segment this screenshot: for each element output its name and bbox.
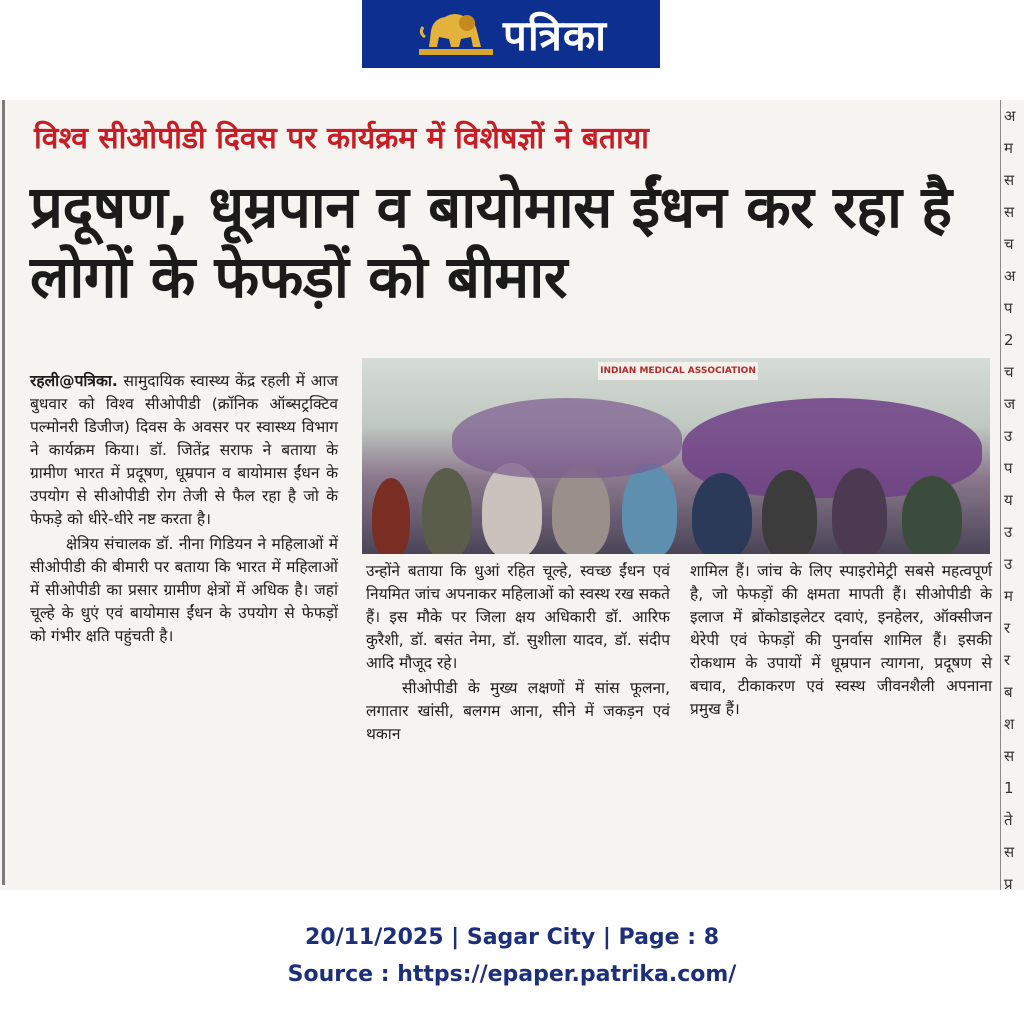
article-kicker: विश्व सीओपीडी दिवस पर कार्यक्रम में विशेषज्ञों ने बताया <box>34 121 649 156</box>
adjacent-article-glyph: उ <box>1004 427 1013 445</box>
column-1-paragraph-1: सामुदायिक स्वास्थ्य केंद्र रहली में आज बुधवार को विश्व सीओपीडी (क्रॉनिक ऑब्सट्रक्टिव पल्मोनरी डिजीज) दिवस के अवसर पर स्वास्थ्य विभाग ने कार्यक्रम किया। डॉ. जितेंद्र सराफ ने बताया के ग्रामीण भारत में प्रदूषण, धूम्रपान व बायोमास ईंधन के उपयोग से सीओपीडी रोग तेजी से फैल रहा है जो के फेफड़े को धीरे-धीरे नष्ट करता है। <box>30 372 338 528</box>
adjacent-article-glyph: च <box>1004 235 1014 253</box>
column-2-paragraph-2: सीओपीडी के मुख्य लक्षणों में सांस फूलना, लगातार खांसी, बलगम आना, सीने में जकड़न एवं थकान <box>366 679 670 743</box>
adjacent-article-glyph: प <box>1004 299 1013 317</box>
brand-name: पत्रिका <box>502 10 608 60</box>
article-headline: प्रदूषण, धूम्रपान व बायोमास ईंधन कर रहा है लोगों के फेफड़ों को बीमार <box>30 173 952 311</box>
adjacent-article-glyph: प <box>1004 459 1013 477</box>
column-2-paragraph-1: उन्होंने बताया कि धुआं रहित चूल्हे, स्वच्छ ईंधन एवं नियमित जांच अपनाकर महिलाओं को स्वस्थ रख सकते हैं। इस मौके पर जिला क्षय अधिकारी डॉ. आरिफ कुरैशी, डॉ. बसंत नेमा, डॉ. सुशीला यादव, डॉ. संदीप आदि मौजूद रहे। <box>366 562 670 672</box>
photo-banner: INDIAN MEDICAL ASSOCIATION <box>598 362 758 380</box>
adjacent-article-glyph: 2 <box>1004 331 1014 349</box>
adjacent-article-glyph: र <box>1004 619 1011 637</box>
clipping-edge <box>2 100 5 885</box>
adjacent-article-strip <box>1000 100 1024 890</box>
dateline: रहली@पत्रिका. <box>30 372 118 390</box>
adjacent-article-glyph: अ <box>1004 107 1016 125</box>
masthead <box>362 0 660 68</box>
adjacent-article-glyph: स <box>1004 203 1015 221</box>
adjacent-article-glyph: स <box>1004 747 1015 765</box>
adjacent-article-glyph: म <box>1004 587 1013 605</box>
adjacent-article-glyph: उ <box>1004 523 1013 541</box>
column-3-paragraph-1: शामिल हैं। जांच के लिए स्पाइरोमेट्री सबसे महत्वपूर्ण है, जो फेफड़ों की क्षमता मापती हैं। सीओपीडी के इलाज में ब्रोंकोडाइलेटर दवाएं, इनहेलर, ऑक्सीजन थेरेपी एवं फेफड़ों की पुनर्वास शामिल हैं। इसकी रोकथाम के उपायों में धूम्रपान त्यागना, प्रदूषण से बचाव, टीकाकरण एवं स्वस्थ जीवनशैली अपनाना प्रमुख हैं। <box>690 562 992 718</box>
adjacent-article-glyph: प्र <box>1004 875 1013 890</box>
adjacent-article-glyph: श <box>1004 715 1015 733</box>
adjacent-article-glyph: ते <box>1004 811 1013 829</box>
article-column-1 <box>30 370 338 648</box>
footer-edition-info: 20/11/2025 | Sagar City | Page : 8 <box>304 925 720 950</box>
adjacent-article-glyph: स <box>1004 843 1015 861</box>
footer-source: Source : https://epaper.patrika.com/ <box>287 962 737 987</box>
adjacent-article-glyph: र <box>1004 651 1011 669</box>
article-column-2 <box>366 560 670 746</box>
adjacent-article-glyph: ब <box>1004 683 1013 701</box>
adjacent-article-glyph: य <box>1004 491 1013 509</box>
adjacent-article-glyph: अ <box>1004 267 1016 285</box>
adjacent-article-glyph: 1 <box>1004 779 1014 797</box>
adjacent-article-glyph: ज <box>1004 395 1016 413</box>
adjacent-article-glyph: च <box>1004 363 1014 381</box>
adjacent-article-glyph: म <box>1004 139 1013 157</box>
adjacent-article-glyph: स <box>1004 171 1015 189</box>
adjacent-article-glyph: उ <box>1004 555 1013 573</box>
event-photo <box>362 358 990 554</box>
lion-emblem-icon <box>415 7 497 61</box>
article-column-3 <box>690 560 992 721</box>
column-1-paragraph-2: क्षेत्रिय संचालक डॉ. नीना गिडियन ने महिलाओं में सीओपीडी की बीमारी पर बताया कि भारत में महिलाओं में सीओपीडी का प्रसार ग्रामीण क्षेत्रों में अधिक है। जहां चूल्हे के धुएं एवं बायोमास ईंधन के उपयोग से फेफड़ों को गंभीर क्षति पहुंचती है। <box>30 535 338 645</box>
